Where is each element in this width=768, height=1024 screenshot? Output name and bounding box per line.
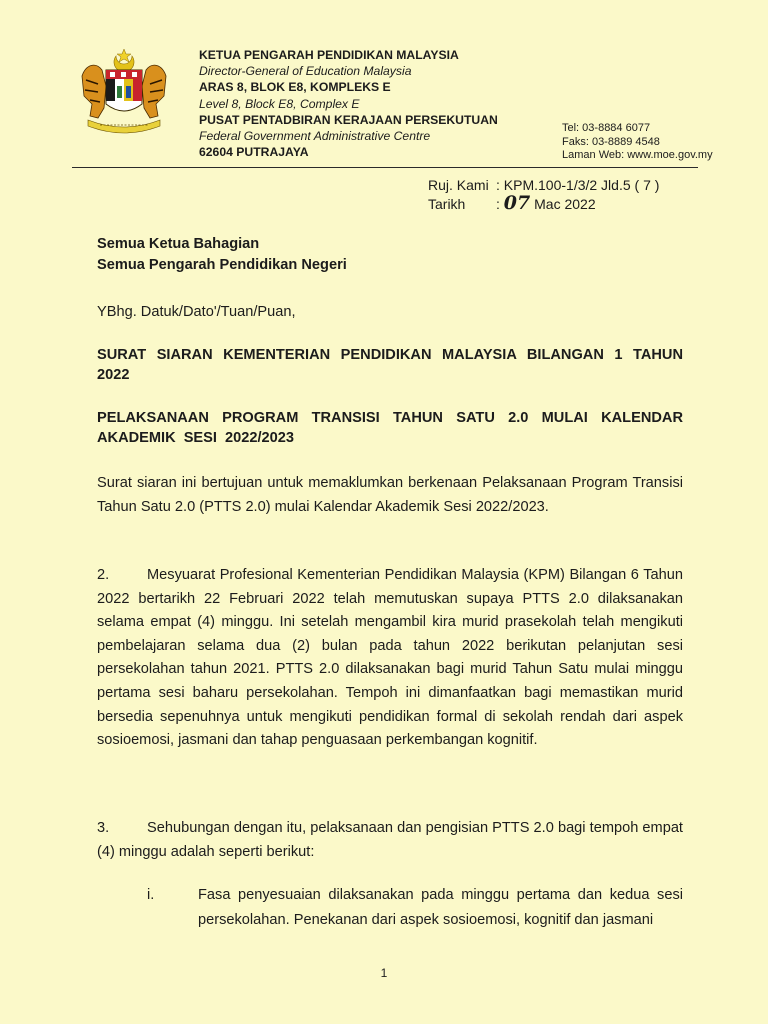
paragraph-3-text: Sehubungan dengan itu, pelaksanaan dan pengisian PTTS 2.0 bagi tempoh empat (4) minggu adalah seperti berikut: xyxy=(97,820,683,860)
ruj-value: : KPM.100-1/3/2 Jld.5 ( 7 ) xyxy=(496,177,660,193)
tarikh-month-year: Mac 2022 xyxy=(534,196,596,212)
recipients xyxy=(97,234,683,276)
letter-heading-2: PELAKSANAAN PROGRAM TRANSISI TAHUN SATU 2.0 MULAI KALENDAR AKADEMIK SESI 2022/2023 xyxy=(97,410,683,446)
contact-info xyxy=(562,122,713,163)
letterhead-title-en: Director-General of Education Malaysia xyxy=(199,64,412,79)
tarikh-label: Tarikh xyxy=(428,196,466,212)
salutation: YBhg. Datuk/Dato'/Tuan/Puan, xyxy=(97,304,296,320)
letter-heading-1: SURAT SIARAN KEMENTERIAN PENDIDIKAN MALAYSIA BILANGAN 1 TAHUN 2022 xyxy=(97,347,683,383)
letterhead-address xyxy=(199,47,539,160)
recipient-line-2: Semua Pengarah Pendidikan Negeri xyxy=(97,257,347,273)
letterhead-centre-en: Federal Government Administrative Centre xyxy=(199,129,431,144)
paragraph-1: Surat siaran ini bertujuan untuk memaklumkan berkenaan Pelaksanaan Program Transisi Tahun Satu 2.0 (PTTS 2.0) mulai Kalendar Akademik Sesi 2022/2023. xyxy=(97,475,683,515)
letterhead-level: ARAS 8, BLOK E8, KOMPLEKS E xyxy=(199,80,391,95)
paragraph-2 xyxy=(97,564,683,753)
tarikh-day-handwritten: 07 xyxy=(503,192,531,214)
web-text: Laman Web: www.moe.gov.my xyxy=(562,149,713,161)
paragraph-2-text: Mesyuarat Profesional Kementerian Pendidikan Malaysia (KPM) Bilangan 6 Tahun 2022 bertarikh 22 Februari 2022 telah memutuskan supaya PTTS 2.0 dilaksanakan selama empat (4) minggu. Ini setelah mengambil kira murid prasekolah telah mengikuti pembelajaran selama dua (2) bulan pada tahun 2022 berikutan pelanjutan sesi persekolahan tahun 2021. PTTS 2.0 dilaksanakan bagi murid Tahun Satu mulai minggu pertama sesi baharu persekolahan. Tempoh ini dimanfaatkan bagi memastikan murid bersedia sepenuhnya untuk mengikuti pendidikan formal di sekolah rendah dari aspek sosioemosi, jasmani dan tahap penguasaan perkembangan kognitif. xyxy=(97,567,683,749)
ruj-label: Ruj. Kami xyxy=(428,177,489,193)
page-number: 1 xyxy=(380,966,388,980)
letterhead-centre: PUSAT PENTADBIRAN KERAJAAN PERSEKUTUAN xyxy=(199,112,498,127)
paragraph-3-number: 3. xyxy=(97,820,110,836)
recipient-line-1: Semua Ketua Bahagian xyxy=(97,236,260,252)
fax-text: Faks: 03-8889 4548 xyxy=(562,135,660,148)
letterhead-divider xyxy=(72,167,698,168)
malaysia-coat-of-arms-icon xyxy=(76,46,172,136)
reference-block xyxy=(428,176,659,213)
list-item-number: i. xyxy=(147,887,155,903)
list-item-text: Fasa penyesuaian dilaksanakan pada minggu pertama dan kedua sesi persekolahan. Penekanan dari aspek sosioemosi, kognitif dan jasmani xyxy=(198,887,683,928)
tarikh-colon: : xyxy=(496,196,500,212)
paragraph-3 xyxy=(97,816,683,864)
letterhead-title: KETUA PENGARAH PENDIDIKAN MALAYSIA xyxy=(199,48,459,62)
letterhead-postcode: 62604 PUTRAJAYA xyxy=(199,145,309,160)
paragraph-2-number: 2. xyxy=(97,567,110,583)
tel-text: Tel: 03-8884 6077 xyxy=(562,122,651,134)
letterhead-level-en: Level 8, Block E8, Complex E xyxy=(199,96,360,111)
list-item xyxy=(147,883,683,933)
